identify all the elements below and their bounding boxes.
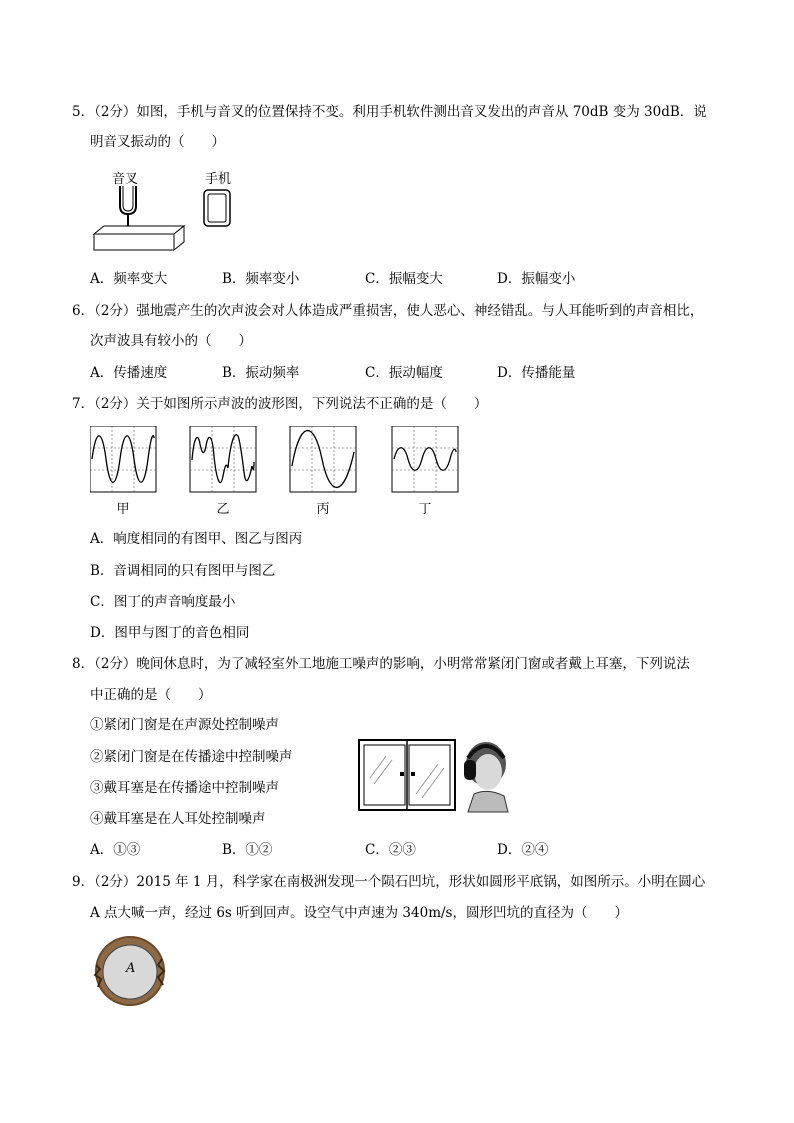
caption-bing: 丙 <box>316 502 330 517</box>
q6-option-c[interactable]: C．振动幅度 <box>365 365 443 381</box>
q8-statement-3: ③戴耳塞是在传播途中控制噪声 <box>90 780 279 796</box>
q8-option-c[interactable]: C．②③ <box>365 842 416 858</box>
q5-line2: 明音叉振动的（ ） <box>90 134 225 150</box>
q8-option-a[interactable]: A．①③ <box>90 842 141 858</box>
waveform-figures <box>90 426 460 518</box>
fork-label: 音叉 <box>112 172 139 187</box>
q5-option-d[interactable]: D．振幅变小 <box>497 271 576 287</box>
q8-option-d[interactable]: D．②④ <box>497 842 549 858</box>
q8-statement-2: ②紧闭门窗是在传播途中控制噪声 <box>90 749 293 765</box>
tuning-fork-icon <box>92 168 252 253</box>
crater-figure <box>92 935 168 1007</box>
q5-option-a[interactable]: A．频率变大 <box>90 271 168 287</box>
q5-option-c[interactable]: C．振幅变大 <box>365 271 443 287</box>
q6-line1: 6．（2分）强地震产生的次声波会对人体造成严重损害，使人恶心、神经错乱。与人耳能听到的声音相比， <box>72 303 704 319</box>
q8-option-b[interactable]: B．①② <box>222 842 273 858</box>
q7-option-b[interactable]: B．音调相同的只有图甲与图乙 <box>90 563 276 579</box>
crater-point-label: A <box>126 961 136 976</box>
waveform-icon <box>90 426 460 496</box>
q6-option-a[interactable]: A．传播速度 <box>90 365 168 381</box>
q9-line2: A 点大喊一声，经过 6s 听到回声。设空气中声速为 340m/s，圆形凹坑的直径为（ ） <box>90 905 628 921</box>
q5-line1: 5．（2分）如图，手机与音叉的位置保持不变。利用手机软件测出音叉发出的声音从 70dB 变为 30dB．说 <box>72 104 707 120</box>
q5-option-b[interactable]: B．频率变小 <box>222 271 300 287</box>
q6-option-d[interactable]: D．传播能量 <box>497 365 576 381</box>
caption-yi: 乙 <box>216 502 230 517</box>
caption-ding: 丁 <box>418 502 432 517</box>
q7-option-c[interactable]: C．图丁的声音响度最小 <box>90 594 236 610</box>
q8-line1: 8．（2分）晚间休息时，为了减轻室外工地施工噪声的影响，小明常常紧闭门窗或者戴上耳塞，下列说法 <box>72 656 690 672</box>
q6-option-b[interactable]: B．振动频率 <box>222 365 300 381</box>
q8-statement-1: ①紧闭门窗是在声源处控制噪声 <box>90 717 279 733</box>
q8-line2: 中正确的是（ ） <box>90 687 212 703</box>
caption-jia: 甲 <box>116 502 130 517</box>
q7-option-a[interactable]: A．响度相同的有图甲、图乙与图丙 <box>90 531 303 547</box>
q8-statement-4: ④戴耳塞是在人耳处控制噪声 <box>90 811 266 827</box>
q7-line1: 7．（2分）关于如图所示声波的波形图，下列说法不正确的是（ ） <box>72 396 488 412</box>
q6-line2: 次声波具有较小的（ ） <box>90 333 252 349</box>
tuning-fork-phone-figure <box>92 168 252 253</box>
q7-option-d[interactable]: D．图甲与图丁的音色相同 <box>90 625 250 641</box>
phone-label: 手机 <box>205 172 232 187</box>
window-earmuff-figure <box>358 738 518 814</box>
earmuff-person-icon <box>458 738 518 814</box>
q9-line1: 9．（2分）2015 年 1 月，科学家在南极洲发现一个陨石凹坑，形状如圆形平底锅，如图所示。小明在圆心 <box>72 874 706 890</box>
